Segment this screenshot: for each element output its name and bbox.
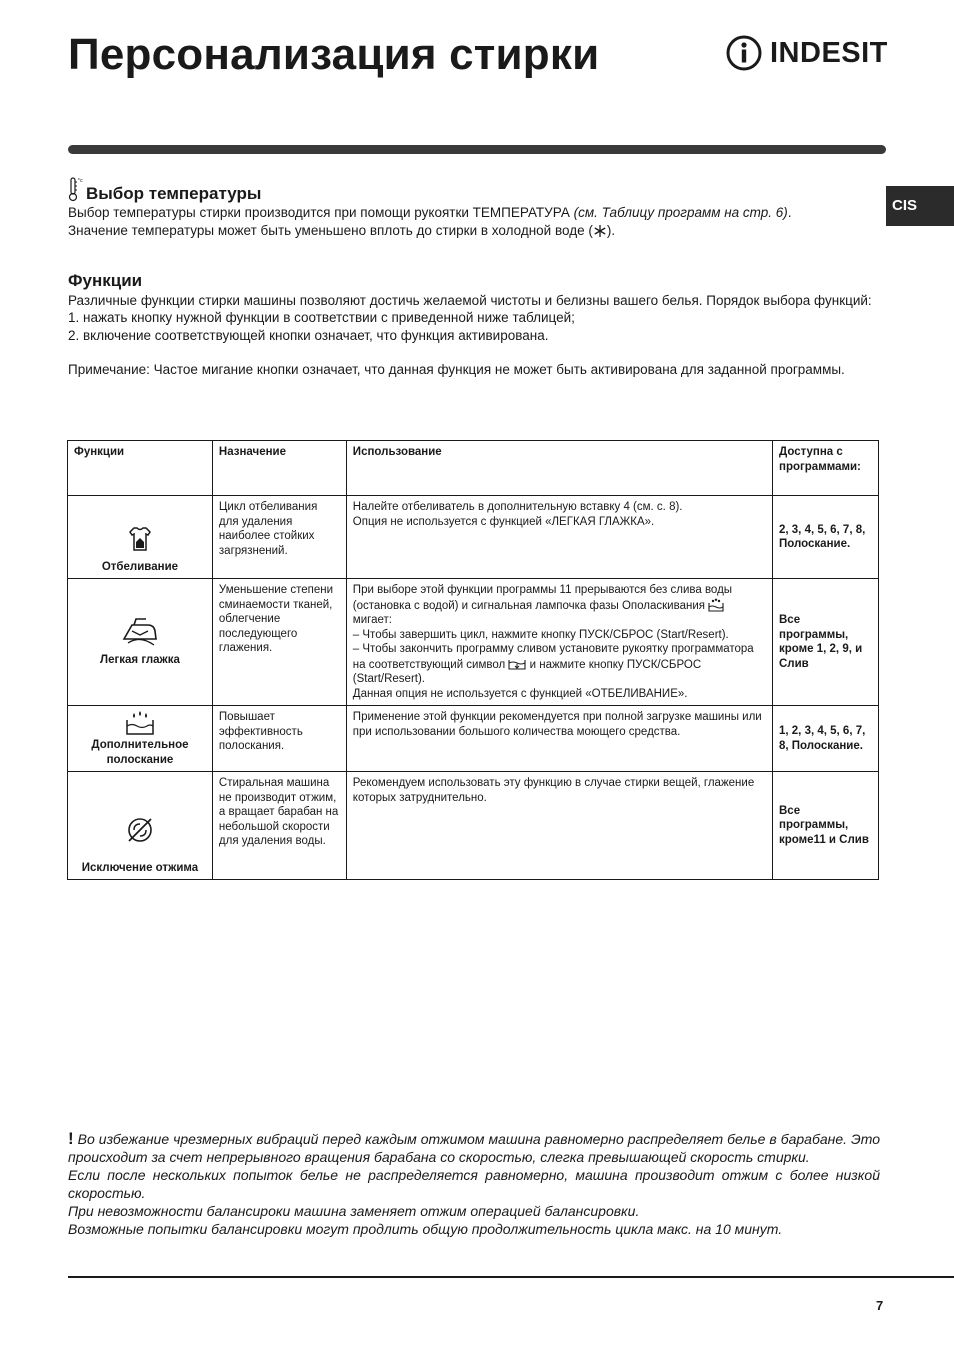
temperature-section [68, 176, 880, 239]
footer-divider [68, 1276, 954, 1278]
purpose-cell: Повышает эффективность полоскания. [212, 706, 346, 772]
function-cell [68, 706, 213, 772]
usage-cell: Налейте отбеливатель в дополнительную вставку 4 (см. с. 8). Опция не используется с функцией «ЛЕГКАЯ ГЛАЖКА». [346, 496, 772, 579]
page-title: Персонализация стирки [68, 30, 600, 79]
function-cell [68, 579, 213, 706]
language-tab: CIS [886, 186, 954, 226]
available-cell: 1, 2, 3, 4, 5, 6, 7, 8, Полоскание. [773, 706, 879, 772]
balancing-warning [68, 1130, 880, 1238]
header-usage: Использование [346, 441, 772, 496]
temperature-text-2: Значение температуры может быть уменьшено вплоть до стирки в холодной воде ( ). [68, 222, 616, 238]
function-name: Отбеливание [101, 560, 179, 573]
warning-text-3: При невозможности балансироки машина заменяет отжим операцией балансировки. [68, 1203, 640, 1219]
functions-step-1: 1. нажать кнопку нужной функции в соответствии с приведенной ниже таблицей; [68, 310, 575, 325]
usage-cell: Рекомендуем использовать эту функцию в случае стирки вещей, глажение которых затруднительно. [346, 772, 772, 880]
purpose-cell: Цикл отбеливания для удаления наиболее стойких загрязнений. [212, 496, 346, 579]
header-available: Доступна с программами: [773, 441, 879, 496]
warning-text-1: Во избежание чрезмерных вибраций перед каждым отжимом машина равномерно распределяет белье в барабане. Это происходит за счет непрерывного вращения барабана со скоростью, слегка превышающей скорость стирки. [68, 1131, 880, 1165]
title-divider [68, 145, 886, 154]
functions-intro: Различные функции стирки машины позволяют достичь желаемой чистоты и белизны вашего белья. Порядок выбора функций: [68, 292, 872, 308]
warning-text-2: Если после нескольких попыток белье не распределяется равномерно, машина производит отжим с более низкой скоростью. [68, 1167, 880, 1201]
drain-icon [508, 657, 526, 671]
warning-text-4: Возможные попытки балансировки могут продлить общую продолжительность цикла макс. на 10 минут. [68, 1221, 783, 1237]
logo-text: INDESIT [770, 36, 888, 69]
table-row [68, 772, 879, 880]
function-name: Исключение отжима [81, 861, 199, 874]
indesit-i-logo-icon [726, 34, 762, 72]
temperature-text-1: Выбор температуры стирки производится при помощи рукоятки ТЕМПЕРАТУРА (см. Таблицу программ на стр. 6). [68, 205, 792, 220]
available-cell: Все программы, кроме11 и Слив [773, 772, 879, 880]
functions-note: Примечание: Частое мигание кнопки означает, что данная функция не может быть активирована для заданной программы. [68, 362, 845, 377]
function-cell [68, 496, 213, 579]
temperature-heading: Выбор температуры [86, 183, 262, 203]
header-purpose: Назначение [212, 441, 346, 496]
svg-text:°c: °c [77, 178, 83, 184]
purpose-cell: Уменьшение степени сминаемости тканей, облегчение последующего глажения. [212, 579, 346, 706]
table-row [68, 706, 879, 772]
snowflake-icon [593, 224, 607, 238]
function-cell [68, 772, 213, 880]
usage-cell: Применение этой функции рекомендуется при полной загрузке машины или при использовании большого количества моющего средства. [346, 706, 772, 772]
function-name: Дополнительное полоскание [91, 739, 189, 766]
functions-heading: Функции [68, 271, 143, 290]
functions-step-2: 2. включение соответствующей кнопки означает, что функция активирована. [68, 327, 549, 343]
table-header-row [68, 441, 879, 496]
thermometer-icon [68, 176, 84, 202]
warning-mark: ! [68, 1129, 74, 1148]
page-number: 7 [876, 1298, 884, 1313]
purpose-cell: Стиральная машина не производит отжим, а вращает барабан на небольшой скорости для удаления воды. [212, 772, 346, 880]
available-cell: Все программы, кроме 1, 2, 9, и Слив [773, 579, 879, 706]
usage-cell: При выборе этой функции программы 11 прерываются без слива воды (остановка с водой) и сигнальная лампочка фазы Ополаскивания мигает: – Чтобы завершить цикл, нажмите кнопку ПУСК/СБРОС (Start/Resert). – Чтобы закончить программу сливом установите рукоятку программатора на соответствующий символ и нажмите кнопку ПУСК/СБРОС (Start/Resert). Данная опция не используется с функцией «ОТБЕЛИВАНИЕ». [346, 579, 772, 706]
brand-logo [726, 32, 888, 74]
table-row [68, 579, 879, 706]
bleach-icon [125, 524, 155, 554]
rinse-phase-icon [708, 598, 724, 612]
table-row [68, 496, 879, 579]
iron-icon [120, 617, 160, 647]
available-cell: 2, 3, 4, 5, 6, 7, 8, Полоскание. [773, 496, 879, 579]
no-spin-icon [125, 815, 155, 845]
header-functions: Функции [68, 441, 213, 496]
functions-section [68, 272, 880, 379]
functions-table [67, 440, 879, 880]
extra-rinse-icon [125, 710, 155, 736]
function-name: Легкая глажка [100, 653, 180, 666]
